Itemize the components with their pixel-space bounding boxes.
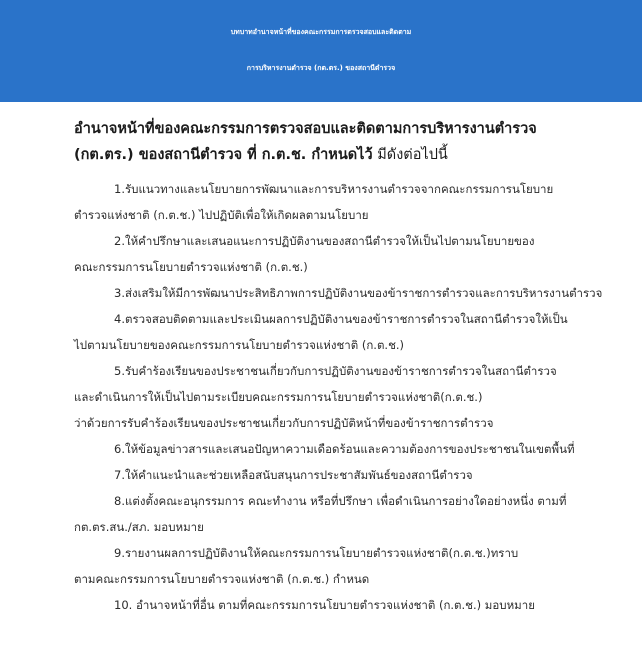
duty-item-line: 8.แต่งตั้งคณะอนุกรรมการ คณะทำงาน หรือที่ปรึกษา เพื่อดำเนินการอย่างใดอย่างหนึ่ง ตามที่ xyxy=(114,494,567,508)
intro-paragraph xyxy=(74,116,598,168)
intro-bold-line-1: อำนาจหน้าที่ของคณะกรรมการตรวจสอบและติดตามการบริหารงานตำรวจ xyxy=(74,121,537,137)
duty-item-line: 3.ส่งเสริมให้มีการพัฒนาประสิทธิภาพการปฏิบัติงานของข้าราชการตำรวจและการบริหารงานตำรวจ xyxy=(114,286,603,300)
header-title-line-2: การบริหารงานตำรวจ (กต.ตร.) ของสถานีตำรวจ xyxy=(246,64,396,72)
duty-item xyxy=(74,592,598,618)
duty-item-line: 2.ให้คำปรึกษาและเสนอแนะการปฏิบัติงานของสถานีตำรวจให้เป็นไปตามนโยบายของ xyxy=(114,234,535,248)
duty-item xyxy=(74,436,598,462)
duty-item-line: 5.รับคำร้องเรียนของประชาชนเกี่ยวกับการปฏิบัติงานของข้าราชการตำรวจในสถานีตำรวจ xyxy=(114,364,557,378)
duty-item xyxy=(74,358,598,436)
duty-item xyxy=(74,462,598,488)
duty-item xyxy=(74,488,598,540)
duty-item-line: ว่าด้วยการรับคำร้องเรียนของประชาชนเกี่ยวกับการปฏิบัติหน้าที่ของข้าราชการตำรวจ xyxy=(74,416,494,430)
page-header xyxy=(0,0,642,102)
duty-item-line: กต.ตร.สน./สภ. มอบหมาย xyxy=(74,520,204,534)
duty-item-line: 10. อำนาจหน้าที่อื่น ตามที่คณะกรรมการนโยบายตำรวจแห่งชาติ (ก.ต.ช.) มอบหมาย xyxy=(114,598,535,612)
intro-normal-tail: มีดังต่อไปนี้ xyxy=(372,147,448,163)
intro-bold-line-2: (กต.ตร.) ของสถานีตำรวจ ที่ ก.ต.ช. กำหนดไว้ xyxy=(74,147,373,163)
duty-item-line: 4.ตรวจสอบติดตามและประเมินผลการปฏิบัติงานของข้าราชการตำรวจในสถานีตำรวจให้เป็น xyxy=(114,312,568,326)
duty-item xyxy=(74,228,598,280)
duty-list xyxy=(74,176,603,618)
duty-item xyxy=(74,306,598,358)
duty-item-line: คณะกรรมการนโยบายตำรวจแห่งชาติ (ก.ต.ช.) xyxy=(74,260,308,274)
duty-item-line: ไปตามนโยบายของคณะกรรมการนโยบายตำรวจแห่งชาติ (ก.ต.ช.) xyxy=(74,338,405,352)
header-title-line-1: บทบาทอำนาจหน้าที่ของคณะกรรมการตรวจสอบและติดตาม xyxy=(230,28,412,36)
duty-item-line: 6.ให้ข้อมูลข่าวสารและเสนอปัญหาความเดือดร้อนและความต้องการของประชาชนในเขตพื้นที่ xyxy=(114,442,575,456)
document-body xyxy=(0,102,642,618)
duty-item xyxy=(74,280,603,306)
duty-item-line: ตำรวจแห่งชาติ (ก.ต.ช.) ไปปฏิบัติเพื่อให้เกิดผลตามนโยบาย xyxy=(74,208,369,222)
duty-item-line: ตามคณะกรรมการนโยบายตำรวจแห่งชาติ (ก.ต.ช.) กำหนด xyxy=(74,572,370,586)
duty-item-line: และดำเนินการให้เป็นไปตามระเบียบคณะกรรมการนโยบายตำรวจแห่งชาติ(ก.ต.ช.) xyxy=(74,390,483,404)
duty-item xyxy=(74,176,598,228)
duty-item xyxy=(74,540,598,592)
duty-item-line: 1.รับแนวทางและนโยบายการพัฒนาและการบริหารงานตำรวจจากคณะกรรมการนโยบาย xyxy=(114,182,554,196)
duty-item-line: 7.ให้คำแนะนำและช่วยเหลือสนับสนุนการประชาสัมพันธ์ของสถานีตำรวจ xyxy=(114,468,473,482)
duty-item-line: 9.รายงานผลการปฏิบัติงานให้คณะกรรมการนโยบายตำรวจแห่งชาติ(ก.ต.ช.)ทราบ xyxy=(114,546,519,560)
